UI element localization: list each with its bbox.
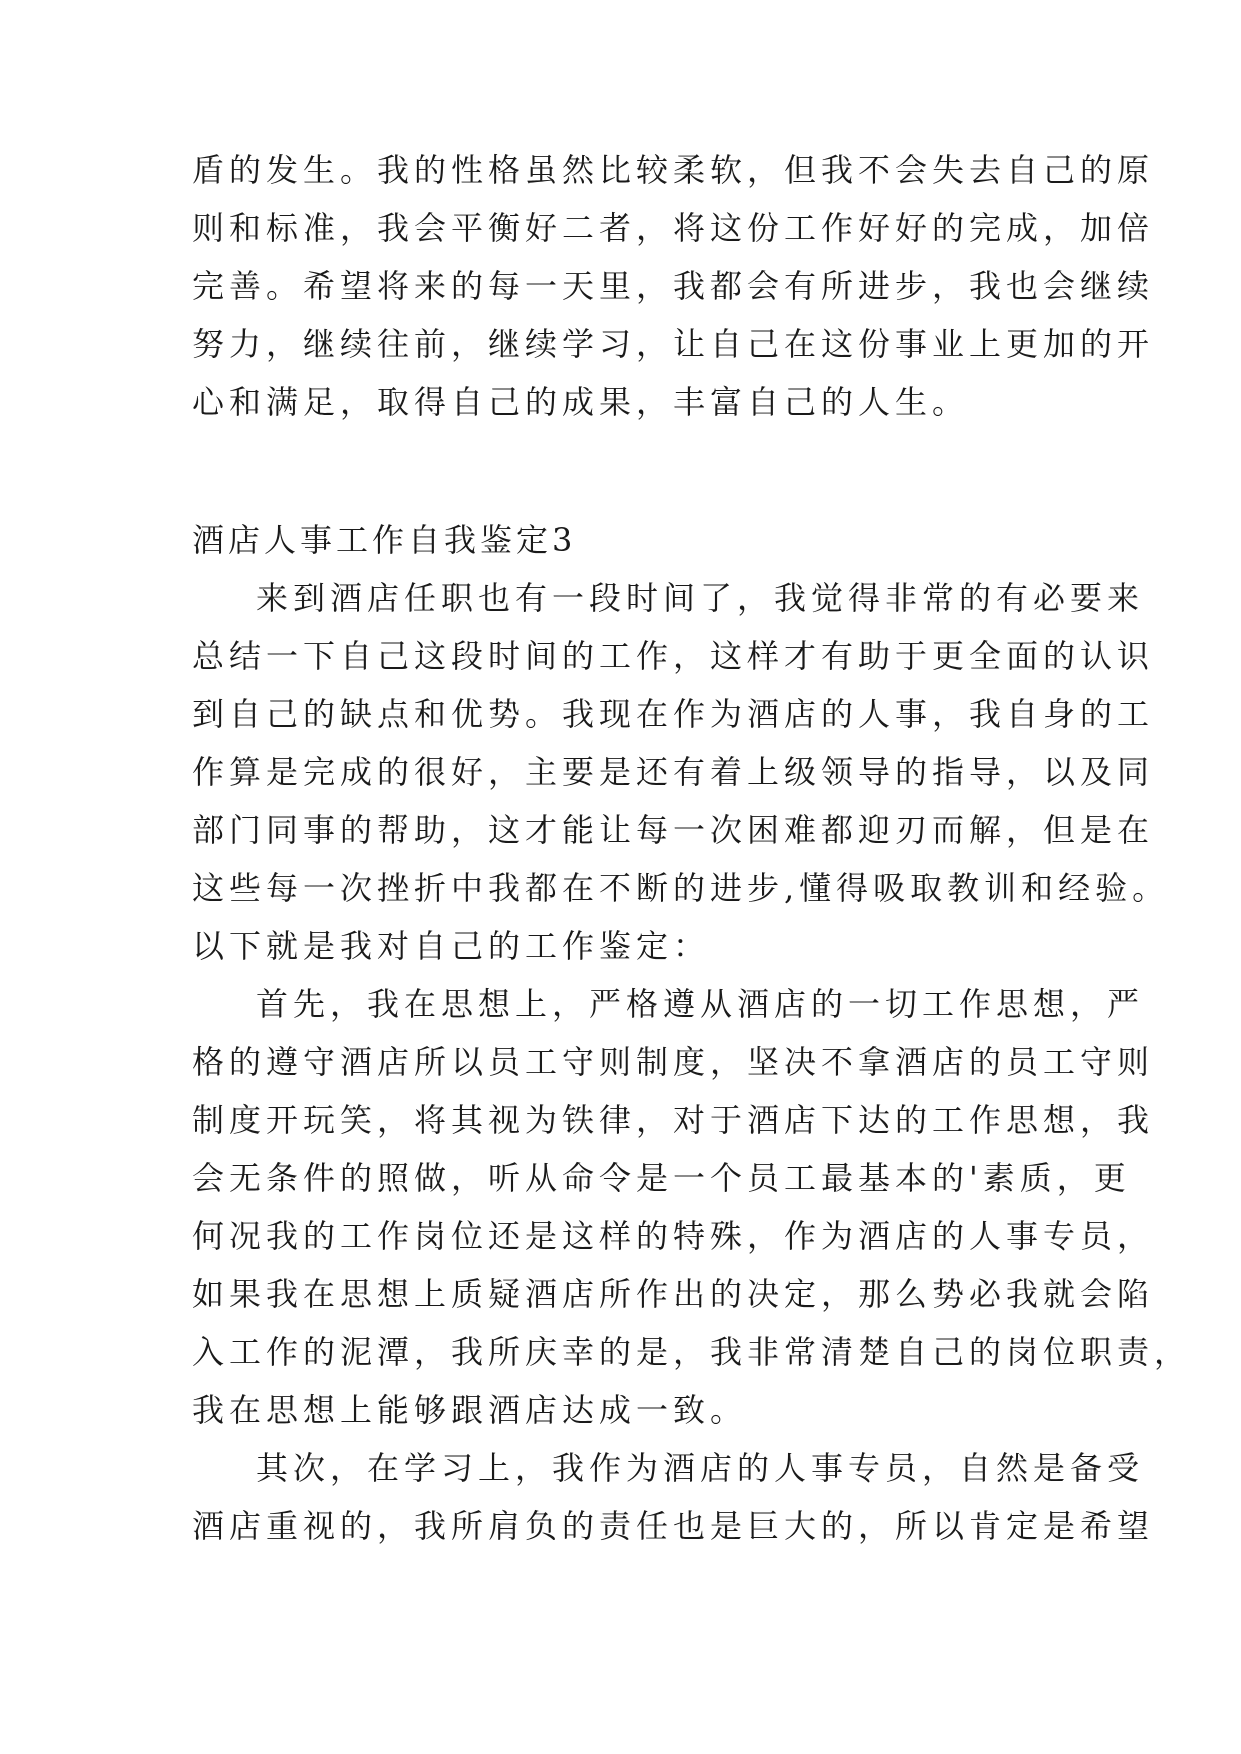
text-line: 这些每一次挫折中我都在不断的进步,懂得吸取教训和经验。 <box>192 869 1170 907</box>
section-title: 酒店人事工作自我鉴定3 <box>192 521 577 559</box>
text-line: 完善。希望将来的每一天里，我都会有所进步，我也会继续 <box>192 267 1155 305</box>
text-line: 盾的发生。我的性格虽然比较柔软，但我不会失去自己的原 <box>192 151 1155 189</box>
text-line: 总结一下自己这段时间的工作，这样才有助于更全面的认识 <box>192 637 1155 675</box>
text-line: 来到酒店任职也有一段时间了，我觉得非常的有必要来 <box>256 579 1145 617</box>
text-line: 会无条件的照做，听从命令是一个员工最基本的'素质，更 <box>192 1159 1131 1197</box>
text-line: 心和满足，取得自己的成果，丰富自己的人生。 <box>192 383 970 421</box>
text-line: 努力，继续往前，继续学习，让自己在这份事业上更加的开 <box>192 325 1155 363</box>
text-line: 以下就是我对自己的工作鉴定： <box>192 927 711 965</box>
text-line: 到自己的缺点和优势。我现在作为酒店的人事，我自身的工 <box>192 695 1155 733</box>
text-line: 部门同事的帮助，这才能让每一次困难都迎刃而解，但是在 <box>192 811 1155 849</box>
text-line: 酒店重视的，我所肩负的责任也是巨大的，所以肯定是希望 <box>192 1507 1155 1545</box>
text-line: 格的遵守酒店所以员工守则制度，坚决不拿酒店的员工守则 <box>192 1043 1155 1081</box>
text-line: 何况我的工作岗位还是这样的特殊，作为酒店的人事专员， <box>192 1217 1155 1255</box>
text-line: 首先，我在思想上，严格遵从酒店的一切工作思想，严 <box>256 985 1145 1023</box>
text-line: 如果我在思想上质疑酒店所作出的决定，那么势必我就会陷 <box>192 1275 1155 1313</box>
text-line: 制度开玩笑，将其视为铁律，对于酒店下达的工作思想，我 <box>192 1101 1155 1139</box>
text-line: 其次，在学习上，我作为酒店的人事专员，自然是备受 <box>256 1449 1145 1487</box>
text-line: 入工作的泥潭，我所庆幸的是，我非常清楚自己的岗位职责， <box>192 1333 1192 1371</box>
text-line: 作算是完成的很好，主要是还有着上级领导的指导，以及同 <box>192 753 1155 791</box>
text-line: 我在思想上能够跟酒店达成一致。 <box>192 1391 748 1429</box>
text-line: 则和标准，我会平衡好二者，将这份工作好好的完成，加倍 <box>192 209 1155 247</box>
